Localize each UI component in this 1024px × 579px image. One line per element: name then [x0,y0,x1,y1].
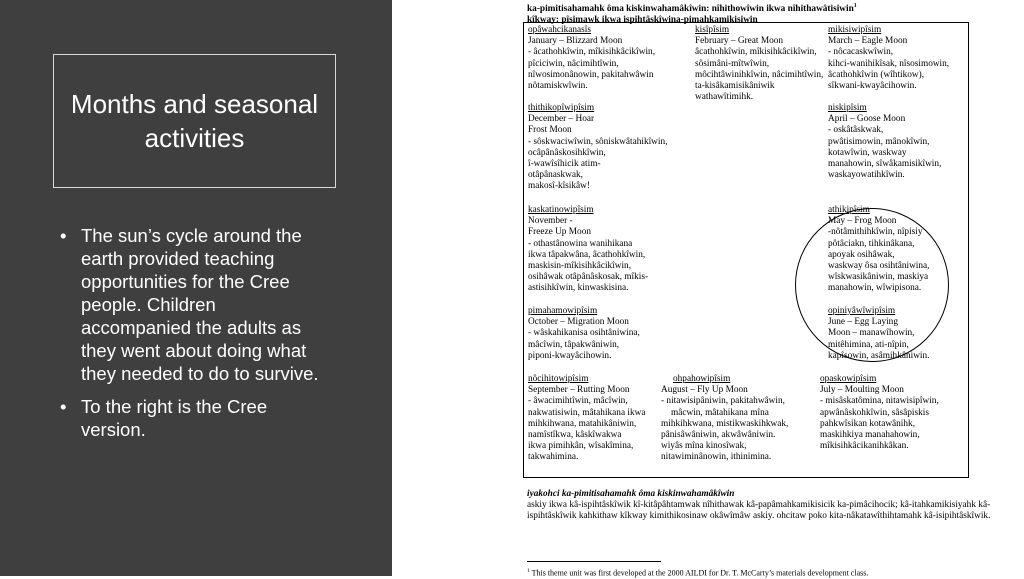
bullet-dot-icon: • [60,396,67,417]
month-line: osihâwak otâpânâskosak, mîkis- [528,272,649,283]
bullet-item [58,395,330,441]
month-line: November - [528,216,573,227]
month-line: - wâskahikanisa osihtâniwina, [528,328,640,339]
header-line-1 [527,1,857,15]
month-line: - misâskatômina, nitawisipîwin, [820,396,939,407]
month-line: mitêhimina, ati-nîpin, [828,339,909,350]
month-name: ohpahowipîsim [673,374,731,384]
header-line-2: kîkway: pîsimawk ikwa ispihtâskîwina-pimahkamikisiwin [527,15,758,26]
bullet-item [58,224,330,385]
month-block [528,205,648,295]
month-line: sôsimâni-mîtwîwin, [695,58,770,69]
month-line: waskayowatihkîwin. [828,170,905,181]
month-block [828,306,929,362]
month-line: ikwa pimihkân, wîsakîmina, [528,441,634,452]
month-line: kotawîwin, waskway [828,147,907,158]
month-name: athikipîsim [828,205,870,215]
month-block [820,374,939,452]
month-line: wathawîtimihk. [695,92,754,103]
month-line: Freeze Up Moon [528,227,591,238]
month-block [528,25,655,92]
month-line: February – Great Moon [695,36,784,47]
month-line: âcathohkîwin (wîhtikow), [828,69,925,80]
month-line: July – Moulting Moon [820,385,904,396]
month-line: î-wawîsîhicik atim- [528,159,601,170]
month-line: - âwacimihtîwin, mâcîwin, [528,396,628,407]
month-line: mâcîwin, tâpakwâniwin, [528,339,620,350]
month-line: May – Frog Moon [828,216,897,227]
month-line: August – Fly Up Moon [661,385,748,396]
month-block [828,25,949,92]
month-line: mâcwin, mâtahikana mîna [671,407,769,418]
month-block [828,103,941,181]
month-line: mîkisihkâcikanihkâkan. [820,441,909,452]
month-line: namîstîkwa, kâskîwakwa [528,430,622,441]
footnote [527,566,868,579]
months-box [523,22,969,478]
month-line: September – Rutting Moon [528,385,630,396]
slide-title: Months and seasonal activities [70,89,319,153]
month-line: June – Egg Laying [828,317,898,328]
month-line: March – Eagle Moon [828,36,908,47]
month-line: pôtâciakn, tihkinâkana, [828,238,915,249]
header-title: ka-pimitisahamahk ôma kiskinwahamâkîwin: nîhithowîwin ikwa nîhithawâtisiwin [527,4,854,15]
month-line: âcathohkîwin, mîkisihkâcikîwin, [695,47,817,58]
month-line: manahowin, sîwâkamisikîwin, [828,159,942,170]
month-line: kihci-wanihikîsak, nîsosimowin, [828,58,950,69]
month-line: - oskâtâskwak, [828,125,884,136]
bullet-text: The sun’s cycle around the earth provided teaching opportunities for the Cree people. Children accompanied the adults as they went about doing what they needed to do to survive. [81,225,319,384]
month-line: piponi-kwayâcihowin. [528,350,612,361]
month-line: wîskwasikâniwin, maskiya [828,272,929,283]
month-name: mikisiwipîsim [828,25,882,35]
month-line: kapîsowin, asâmihkâniwin. [828,350,930,361]
month-line: wiyâs mîna kinosîwak, [661,441,747,452]
month-line: - othastânowina wanihikana [528,238,633,249]
closing-text: askiy ikwa kâ-ispihtâskîwik kî-kitâpâhtamwak nîhithawak kâ-papâmahkamikisicik ka-pimâcihocik; kâ-itahkamikisiyahk kâ-ispihtâskîwik kahkithaw kîkway kimithikosinaw okâwîmâw askiy. ohcitaw poko kita-nâkatawîthihtamahk kâ-isipihtâskîwik. [527,500,991,522]
month-name: kaskatinowipîsim [528,205,594,215]
month-line: pânisâwâniwin, akwâwâniwin. [661,430,776,441]
month-line: sîkwani-kwayâcihowin. [828,81,917,92]
month-line: makosî-kîsikâw! [528,181,590,192]
footnote-text: This theme unit was first developed at the 2000 AILDI for Dr. T. McCarty’s materials development class. [531,568,869,578]
document-page [392,0,1024,576]
month-line: ocâpânâskosihkîwin, [528,147,606,158]
month-line: apwânâskohkîwin, sâsâpiskis [820,407,929,418]
month-block [828,205,929,295]
month-block [528,374,645,464]
month-line: astisihkîwin, kinwaskisina. [528,283,629,294]
month-line: waskway ôsa osihtâniwina, [828,261,930,272]
month-name: opaskowipîsim [820,374,877,384]
month-line: môcihtâwinihkîwin, nâcimihtîwin, [695,69,824,80]
month-line: October – Migration Moon [528,317,629,328]
month-name: pimahamowipîsim [528,306,598,316]
footnote-marker: 1 [853,3,857,9]
month-name: nôcihitowipîsim [528,374,589,384]
month-line: maskihkiya manahahowin, [820,430,920,441]
footnote-divider [527,561,661,562]
bullet-list [58,224,330,451]
month-line: ikwa tâpakwâna, âcathohkîwin, [528,249,646,260]
month-block [661,374,788,464]
month-name: niskipîsim [828,103,867,113]
month-line: mihkihkwana, mistikwaskihkwak, [661,418,789,429]
bullet-text: To the right is the Cree version. [81,396,268,440]
left-panel [0,0,392,576]
month-name: opiniyâwîwipîsim [828,306,896,316]
month-line: -nôtâmithihkîwin, nîpisiy [828,227,923,238]
month-line: - âcathohkîwin, mîkisihkâcikîwin, [528,47,656,58]
month-block [528,306,640,362]
closing-section [527,489,997,523]
footnote-number: 1 [527,568,530,574]
month-block [695,25,823,103]
month-line: pwâtisimowin, mânokîwin, [828,136,930,147]
month-line: Frost Moon [528,125,572,136]
month-name: kisîpîsim [695,25,730,35]
month-line: - sôskwaciwîwin, sôniskwâtahikîwin, [528,136,668,147]
month-line: nakwatisiwin, mâtahikana ikwa [528,407,646,418]
closing-title: iyakohci ka-pimitisahamahk ôma kiskinwahamâkîwin [527,489,735,499]
month-line: - nitawisipâniwin, pakitahwâwin, [661,396,785,407]
bullet-dot-icon: • [60,225,67,246]
month-line: April – Goose Moon [828,114,906,125]
month-line: takwahimina. [528,452,579,463]
month-line: pîciciwin, nâcimihtîwin, [528,58,619,69]
month-line: nîwosimonânowin, pakitahwâwin [528,69,654,80]
month-line: manahowin, wîwipisona. [828,283,922,294]
month-line: Moon – manawîhowin, [828,328,915,339]
month-line: otâpânaskwak, [528,170,583,181]
month-line: January – Blizzard Moon [528,36,623,47]
month-line: December – Hoar [528,114,595,125]
month-line: nôtamiskwîwin. [528,81,588,92]
month-line: pahkwîsikan kotawânihk, [820,418,916,429]
month-name: thithikopîwipîsim [528,103,595,113]
month-line: - nôcacaskwîwin, [828,47,894,58]
month-block [528,103,667,193]
month-name: opâwahcikanasîs [528,25,591,35]
month-line: nitawiminânowin, ithinimina. [661,452,772,463]
month-line: apoyak osihâwak, [828,249,895,260]
title-box [53,54,336,188]
month-line: maskisin-mîkisihkâcikîwin, [528,261,632,272]
month-line: mihkihwana, matahikâniwin, [528,418,637,429]
month-line: ta-kisâkamisikâniwik [695,81,775,92]
